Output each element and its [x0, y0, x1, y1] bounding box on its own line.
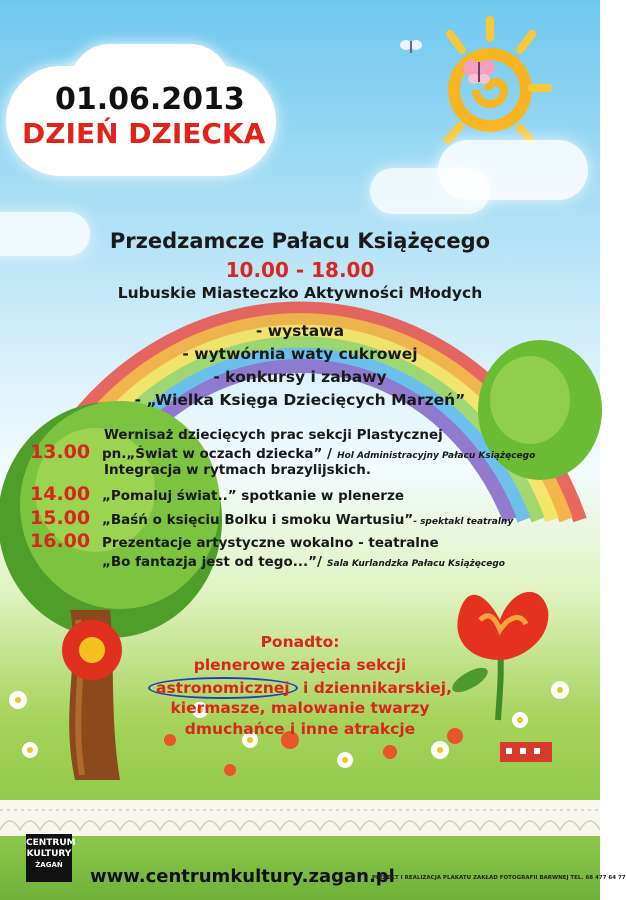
- logo-line: CENTRUM: [26, 838, 76, 848]
- centrum-kultury-logo: [26, 834, 76, 882]
- print-credits: PROJEKT I REALIZACJA PLAKATU ZAKŁAD FOTOGRAFII BARWNEJ TEL. 68 477 64 77: [372, 875, 626, 881]
- schedule-text: pn.„Świat w oczach dziecka” /: [102, 446, 332, 462]
- venue-hours: 10.00 - 18.00: [225, 258, 375, 282]
- schedule-note: Sala Kurlandzka Pałacu Książęcego: [327, 559, 505, 569]
- schedule-time: 13.00: [30, 441, 91, 463]
- ponadto-line: kiermasze, malowanie twarzy: [170, 699, 430, 717]
- ponadto-line: plenerowe zajęcia sekcji: [193, 656, 407, 674]
- butterfly-icon: [400, 38, 422, 56]
- schedule-row-14: [30, 483, 404, 505]
- schedule-text: „Pomaluj świat..” spotkanie w plenerze: [102, 488, 404, 504]
- schedule-line: Integracja w rytmach brazylijskich.: [104, 462, 372, 478]
- schedule-row-16: [30, 530, 439, 552]
- ponadto-line: dmuchańce i inne atrakcje: [184, 720, 416, 738]
- schedule-row-13: [30, 441, 535, 463]
- schedule-note: Hol Administracyjny Pałacu Książęcego: [337, 451, 536, 461]
- schedule-time: 16.00: [30, 530, 91, 552]
- website-link[interactable]: www.centrumkultury.zagan.pl: [90, 866, 395, 887]
- schedule-text: „Baśń o księciu Bolku i smoku Wartusiu”: [102, 512, 414, 528]
- schedule-intro: Wernisaż dziecięcych prac sekcji Plastycznej: [104, 427, 443, 443]
- tree-illustration: [460, 340, 600, 500]
- schedule-text: „Bo fantazja jest od tego...”/: [102, 554, 322, 570]
- event-date: 01.06.2013: [55, 82, 245, 117]
- schedule-note: - spektakl teatralny: [413, 517, 514, 527]
- butterfly-icon: [462, 58, 496, 86]
- lace-border: [0, 800, 600, 836]
- attraction-item: - konkursy i zabawy: [213, 368, 387, 386]
- ponadto-line: [0, 677, 600, 699]
- ponadto-heading: Ponadto:: [260, 633, 340, 651]
- attraction-item: - wystawa: [255, 322, 345, 340]
- attraction-item: - „Wielka Księga Dziecięcych Marzeń”: [134, 391, 466, 409]
- logo-line: KULTURY: [26, 849, 72, 859]
- cloud: [370, 168, 490, 214]
- highlighted-word: astronomicznej: [148, 677, 298, 699]
- attraction-item: - wytwórnia waty cukrowej: [182, 345, 418, 363]
- schedule-time: 15.00: [30, 507, 91, 529]
- schedule-row-15: [30, 507, 513, 529]
- venue-name: Przedzamcze Pałacu Książęcego: [109, 229, 491, 253]
- schedule-time: 14.00: [30, 483, 91, 505]
- schedule-text: Prezentacje artystyczne wokalno - teatralne: [102, 535, 439, 551]
- ponadto-line-rest: i dziennikarskiej,: [297, 679, 452, 697]
- logo-line: ŻAGAŃ: [35, 861, 63, 869]
- schedule-line: [102, 551, 505, 570]
- venue-place: Lubuskie Miasteczko Aktywności Młodych: [117, 284, 483, 302]
- event-title: DZIEŃ DZIECKA: [22, 117, 266, 150]
